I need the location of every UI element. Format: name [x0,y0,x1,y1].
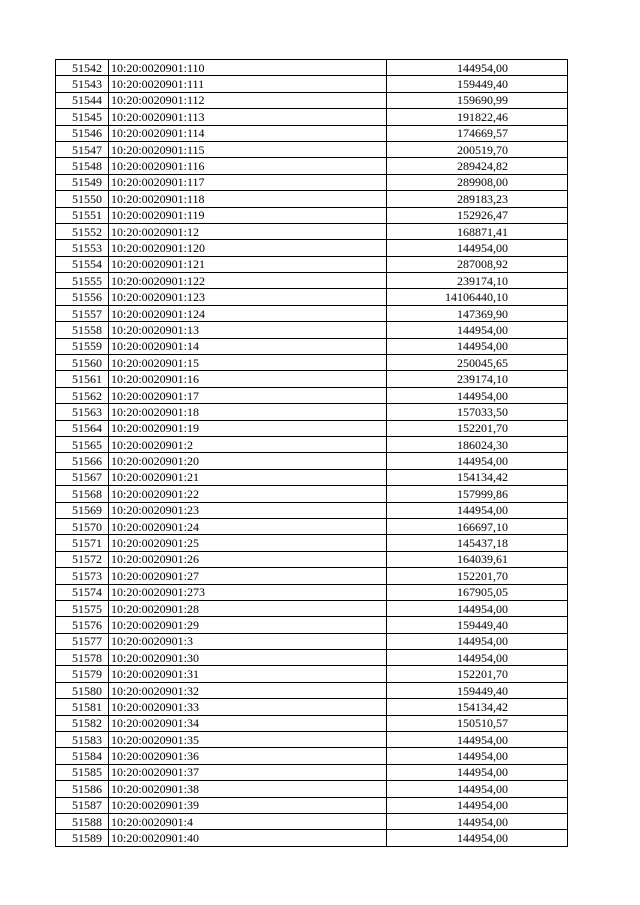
cadastral-number-cell: 10:20:0020901:115 [109,141,387,157]
cadastral-number-cell: 10:20:0020901:32 [109,682,387,698]
cadastral-number-cell: 10:20:0020901:31 [109,666,387,682]
cadastral-number-cell: 10:20:0020901:2 [109,436,387,452]
row-number-cell: 51581 [56,699,109,715]
cadastral-number-cell: 10:20:0020901:116 [109,158,387,174]
cadastral-number-cell: 10:20:0020901:24 [109,518,387,534]
cadastral-number-cell: 10:20:0020901:120 [109,240,387,256]
row-number-cell: 51562 [56,387,109,403]
cadastral-number-cell: 10:20:0020901:18 [109,404,387,420]
cadastral-value-cell: 144954,00 [387,600,568,616]
cadastral-number-cell: 10:20:0020901:113 [109,109,387,125]
table-row [56,420,568,436]
row-number-cell: 51553 [56,240,109,256]
cadastral-value-cell: 239174,10 [387,273,568,289]
table-row [56,436,568,452]
table-row [56,60,568,76]
table-row [56,141,568,157]
cadastral-value-cell: 144954,00 [387,387,568,403]
cadastral-value-cell: 152201,70 [387,568,568,584]
cadastral-value-cell: 174669,57 [387,125,568,141]
table-row [56,830,568,846]
table-row [56,109,568,125]
row-number-cell: 51554 [56,256,109,272]
row-number-cell: 51542 [56,60,109,76]
cadastral-number-cell: 10:20:0020901:30 [109,650,387,666]
row-number-cell: 51551 [56,207,109,223]
row-number-cell: 51568 [56,486,109,502]
cadastral-value-cell: 144954,00 [387,60,568,76]
table-row [56,322,568,338]
cadastral-number-cell: 10:20:0020901:20 [109,453,387,469]
table-row [56,76,568,92]
cadastral-number-cell: 10:20:0020901:27 [109,568,387,584]
table-row [56,781,568,797]
table-row [56,682,568,698]
table-body [56,60,568,847]
cadastral-number-cell: 10:20:0020901:19 [109,420,387,436]
row-number-cell: 51567 [56,469,109,485]
cadastral-value-cell: 164039,61 [387,551,568,567]
cadastral-value-table [55,59,568,847]
table-row [56,600,568,616]
cadastral-value-cell: 287008,92 [387,256,568,272]
cadastral-value-cell: 200519,70 [387,141,568,157]
row-number-cell: 51543 [56,76,109,92]
row-number-cell: 51589 [56,830,109,846]
cadastral-number-cell: 10:20:0020901:112 [109,92,387,108]
cadastral-number-cell: 10:20:0020901:29 [109,617,387,633]
cadastral-value-cell: 191822,46 [387,109,568,125]
cadastral-number-cell: 10:20:0020901:119 [109,207,387,223]
cadastral-number-cell: 10:20:0020901:16 [109,371,387,387]
table-row [56,453,568,469]
table-row [56,191,568,207]
table-row [56,256,568,272]
cadastral-number-cell: 10:20:0020901:123 [109,289,387,305]
cadastral-number-cell: 10:20:0020901:118 [109,191,387,207]
cadastral-number-cell: 10:20:0020901:35 [109,732,387,748]
cadastral-value-cell: 144954,00 [387,797,568,813]
cadastral-value-cell: 145437,18 [387,535,568,551]
table-row [56,355,568,371]
row-number-cell: 51572 [56,551,109,567]
row-number-cell: 51580 [56,682,109,698]
cadastral-value-cell: 144954,00 [387,502,568,518]
row-number-cell: 51576 [56,617,109,633]
row-number-cell: 51544 [56,92,109,108]
cadastral-value-cell: 144954,00 [387,240,568,256]
table-row [56,764,568,780]
cadastral-value-cell: 159449,40 [387,76,568,92]
row-number-cell: 51574 [56,584,109,600]
cadastral-value-cell: 144954,00 [387,453,568,469]
cadastral-value-cell: 147369,90 [387,305,568,321]
table-row [56,240,568,256]
cadastral-value-cell: 152926,47 [387,207,568,223]
cadastral-number-cell: 10:20:0020901:12 [109,223,387,239]
row-number-cell: 51558 [56,322,109,338]
cadastral-value-cell: 144954,00 [387,732,568,748]
cadastral-value-cell: 150510,57 [387,715,568,731]
cadastral-number-cell: 10:20:0020901:124 [109,305,387,321]
row-number-cell: 51585 [56,764,109,780]
cadastral-number-cell: 10:20:0020901:110 [109,60,387,76]
row-number-cell: 51573 [56,568,109,584]
table-row [56,732,568,748]
table-row [56,699,568,715]
row-number-cell: 51560 [56,355,109,371]
cadastral-value-cell: 289908,00 [387,174,568,190]
cadastral-number-cell: 10:20:0020901:34 [109,715,387,731]
cadastral-value-cell: 239174,10 [387,371,568,387]
cadastral-value-cell: 154134,42 [387,699,568,715]
table-row [56,617,568,633]
table-row [56,551,568,567]
table-row [56,535,568,551]
row-number-cell: 51583 [56,732,109,748]
table-row [56,502,568,518]
row-number-cell: 51571 [56,535,109,551]
table-row [56,223,568,239]
table-row [56,305,568,321]
cadastral-number-cell: 10:20:0020901:14 [109,338,387,354]
row-number-cell: 51584 [56,748,109,764]
table-row [56,158,568,174]
cadastral-number-cell: 10:20:0020901:21 [109,469,387,485]
cadastral-number-cell: 10:20:0020901:25 [109,535,387,551]
cadastral-number-cell: 10:20:0020901:114 [109,125,387,141]
cadastral-value-cell: 166697,10 [387,518,568,534]
cadastral-value-cell: 14106440,10 [387,289,568,305]
cadastral-value-cell: 250045,65 [387,355,568,371]
table-row [56,486,568,502]
cadastral-number-cell: 10:20:0020901:26 [109,551,387,567]
cadastral-number-cell: 10:20:0020901:33 [109,699,387,715]
table-row [56,666,568,682]
table-row [56,748,568,764]
cadastral-value-cell: 152201,70 [387,420,568,436]
table-row [56,650,568,666]
cadastral-value-cell: 289183,23 [387,191,568,207]
row-number-cell: 51555 [56,273,109,289]
cadastral-value-cell: 159690,99 [387,92,568,108]
cadastral-number-cell: 10:20:0020901:22 [109,486,387,502]
table-row [56,371,568,387]
cadastral-value-cell: 167905,05 [387,584,568,600]
table-row [56,289,568,305]
cadastral-value-cell: 154134,42 [387,469,568,485]
row-number-cell: 51552 [56,223,109,239]
row-number-cell: 51563 [56,404,109,420]
table-row [56,92,568,108]
cadastral-value-cell: 168871,41 [387,223,568,239]
row-number-cell: 51547 [56,141,109,157]
row-number-cell: 51588 [56,813,109,829]
table-row [56,207,568,223]
cadastral-number-cell: 10:20:0020901:36 [109,748,387,764]
row-number-cell: 51577 [56,633,109,649]
table-row [56,387,568,403]
cadastral-number-cell: 10:20:0020901:39 [109,797,387,813]
cadastral-value-cell: 144954,00 [387,781,568,797]
table-row [56,125,568,141]
cadastral-value-cell: 144954,00 [387,322,568,338]
table-row [56,273,568,289]
table-row [56,813,568,829]
row-number-cell: 51575 [56,600,109,616]
cadastral-value-cell: 144954,00 [387,633,568,649]
row-number-cell: 51578 [56,650,109,666]
cadastral-value-cell: 157033,50 [387,404,568,420]
cadastral-value-cell: 289424,82 [387,158,568,174]
row-number-cell: 51557 [56,305,109,321]
cadastral-value-cell: 144954,00 [387,830,568,846]
cadastral-number-cell: 10:20:0020901:37 [109,764,387,780]
table-row [56,404,568,420]
row-number-cell: 51545 [56,109,109,125]
cadastral-value-cell: 152201,70 [387,666,568,682]
cadastral-number-cell: 10:20:0020901:117 [109,174,387,190]
table-row [56,174,568,190]
cadastral-number-cell: 10:20:0020901:40 [109,830,387,846]
cadastral-value-cell: 144954,00 [387,338,568,354]
row-number-cell: 51565 [56,436,109,452]
row-number-cell: 51586 [56,781,109,797]
table-row [56,715,568,731]
cadastral-number-cell: 10:20:0020901:38 [109,781,387,797]
row-number-cell: 51564 [56,420,109,436]
row-number-cell: 51559 [56,338,109,354]
table-row [56,518,568,534]
row-number-cell: 51550 [56,191,109,207]
cadastral-value-cell: 144954,00 [387,650,568,666]
cadastral-number-cell: 10:20:0020901:13 [109,322,387,338]
cadastral-number-cell: 10:20:0020901:28 [109,600,387,616]
cadastral-value-cell: 157999,86 [387,486,568,502]
table-row [56,469,568,485]
row-number-cell: 51561 [56,371,109,387]
table-row [56,633,568,649]
row-number-cell: 51582 [56,715,109,731]
cadastral-number-cell: 10:20:0020901:23 [109,502,387,518]
cadastral-number-cell: 10:20:0020901:273 [109,584,387,600]
cadastral-value-cell: 144954,00 [387,764,568,780]
cadastral-value-cell: 186024,30 [387,436,568,452]
cadastral-value-cell: 144954,00 [387,813,568,829]
cadastral-number-cell: 10:20:0020901:3 [109,633,387,649]
cadastral-value-cell: 159449,40 [387,617,568,633]
row-number-cell: 51546 [56,125,109,141]
cadastral-number-cell: 10:20:0020901:122 [109,273,387,289]
cadastral-value-cell: 159449,40 [387,682,568,698]
cadastral-number-cell: 10:20:0020901:17 [109,387,387,403]
cadastral-number-cell: 10:20:0020901:4 [109,813,387,829]
row-number-cell: 51566 [56,453,109,469]
table-row [56,797,568,813]
row-number-cell: 51548 [56,158,109,174]
row-number-cell: 51556 [56,289,109,305]
table-row [56,338,568,354]
row-number-cell: 51549 [56,174,109,190]
row-number-cell: 51569 [56,502,109,518]
cadastral-number-cell: 10:20:0020901:111 [109,76,387,92]
table-row [56,568,568,584]
row-number-cell: 51579 [56,666,109,682]
cadastral-number-cell: 10:20:0020901:121 [109,256,387,272]
table-row [56,584,568,600]
cadastral-value-cell: 144954,00 [387,748,568,764]
cadastral-number-cell: 10:20:0020901:15 [109,355,387,371]
row-number-cell: 51570 [56,518,109,534]
row-number-cell: 51587 [56,797,109,813]
